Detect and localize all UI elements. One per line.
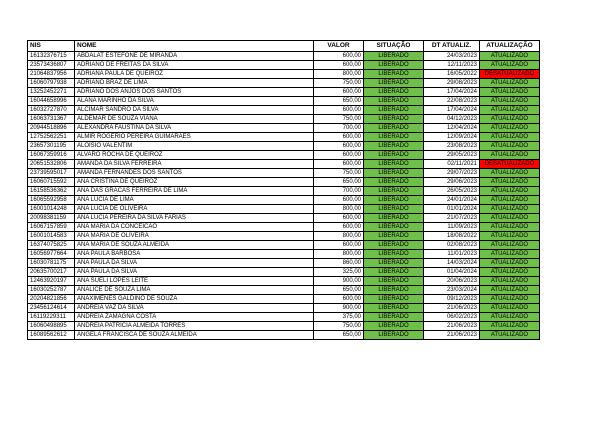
cell-nis: 20635700217 (28, 268, 75, 277)
header-row (28, 41, 540, 52)
header-dt-atualiz: DT ATUALIZ. (424, 41, 480, 52)
cell-nis: 16119229311 (28, 313, 75, 322)
cell-atualizacao: ATUALIZADO (480, 106, 540, 115)
table-row[interactable] (28, 259, 540, 268)
cell-situacao: LIBERADO (364, 241, 424, 250)
cell-atualizacao: ATUALIZADO (480, 286, 540, 295)
table-row[interactable] (28, 268, 540, 277)
cell-dt-atualiz: 14/03/2024 (424, 259, 480, 268)
table-row[interactable] (28, 61, 540, 70)
table-row[interactable] (28, 142, 540, 151)
cell-dt-atualiz: 11/09/2023 (424, 223, 480, 232)
cell-nis: 20098381159 (28, 214, 75, 223)
cell-valor: 325,00 (314, 268, 364, 277)
table-row[interactable] (28, 115, 540, 124)
cell-nome: ANALICE DE SOUZA LIMA (75, 286, 314, 295)
table-row[interactable] (28, 124, 540, 133)
table-row[interactable] (28, 304, 540, 313)
cell-valor: 900,00 (314, 277, 364, 286)
cell-atualizacao: ATUALIZADO (480, 223, 540, 232)
cell-dt-atualiz: 02/08/2023 (424, 241, 480, 250)
cell-nome: ANA PAULA DA SILVA (75, 268, 314, 277)
cell-atualizacao: DESATUALIZADO (480, 70, 540, 79)
cell-situacao: LIBERADO (364, 142, 424, 151)
cell-dt-atualiz: 01/01/2024 (424, 205, 480, 214)
cell-nome: ALDEMAR DE SOUZA VIANA (75, 115, 314, 124)
cell-nis: 16067157859 (28, 223, 75, 232)
table-row[interactable] (28, 52, 540, 61)
cell-situacao: LIBERADO (364, 97, 424, 106)
cell-atualizacao: ATUALIZADO (480, 295, 540, 304)
cell-nis: 16060498895 (28, 322, 75, 331)
cell-nome: ANA CRISTINA DE QUEIROZ (75, 178, 314, 187)
table-row[interactable] (28, 205, 540, 214)
cell-situacao: LIBERADO (364, 223, 424, 232)
cell-nome: ANA SUELI LOPES LEITE (75, 277, 314, 286)
cell-nis: 20944518896 (28, 124, 75, 133)
cell-dt-atualiz: 24/01/2024 (424, 196, 480, 205)
cell-nome: ANA LUCIA DE LIMA (75, 196, 314, 205)
cell-nis: 13252452271 (28, 88, 75, 97)
cell-dt-atualiz: 11/01/2023 (424, 250, 480, 259)
cell-dt-atualiz: 18/08/2022 (424, 232, 480, 241)
cell-valor: 750,00 (314, 115, 364, 124)
cell-nome: ANDREIA VAZ DA SILVA (75, 304, 314, 313)
cell-nome: ANA LUCIA PEREIRA DA SILVA FARIAS (75, 214, 314, 223)
cell-atualizacao: ATUALIZADO (480, 277, 540, 286)
cell-atualizacao: ATUALIZADO (480, 124, 540, 133)
cell-situacao: LIBERADO (364, 88, 424, 97)
cell-nis: 16063731367 (28, 115, 75, 124)
cell-valor: 600,00 (314, 295, 364, 304)
cell-nome: ADRIANO DE FREITAS DA SILVA (75, 61, 314, 70)
cell-situacao: LIBERADO (364, 151, 424, 160)
cell-valor: 650,00 (314, 286, 364, 295)
cell-atualizacao: ATUALIZADO (480, 142, 540, 151)
cell-nome: ANA MARIA DA CONCEICAO (75, 223, 314, 232)
cell-atualizacao: ATUALIZADO (480, 187, 540, 196)
cell-nome: ALOISIO VALENTIM (75, 142, 314, 151)
cell-nome: ADRIANO BRAZ DE LIMA (75, 79, 314, 88)
cell-nome: ANA DAS GRACAS FERREIRA DE LIMA (75, 187, 314, 196)
table-row[interactable] (28, 133, 540, 142)
cell-dt-atualiz: 12/04/2024 (424, 124, 480, 133)
cell-nome: ALANA MARINHO DA SILVA (75, 97, 314, 106)
cell-nis: 16044658996 (28, 97, 75, 106)
cell-situacao: LIBERADO (364, 115, 424, 124)
cell-situacao: LIBERADO (364, 205, 424, 214)
cell-valor: 600,00 (314, 106, 364, 115)
cell-nis: 16067359916 (28, 151, 75, 160)
cell-situacao: LIBERADO (364, 52, 424, 61)
cell-nome: ANA MARIA DE SOUZA ALMEIDA (75, 241, 314, 250)
cell-valor: 800,00 (314, 250, 364, 259)
cell-situacao: LIBERADO (364, 268, 424, 277)
cell-situacao: LIBERADO (364, 160, 424, 169)
cell-nis: 16056977664 (28, 250, 75, 259)
table-row[interactable] (28, 223, 540, 232)
cell-nome: ABDALAT ESTEFONE DE MIRANDA (75, 52, 314, 61)
cell-atualizacao: ATUALIZADO (480, 88, 540, 97)
cell-atualizacao: ATUALIZADO (480, 61, 540, 70)
cell-nis: 16001014583 (28, 232, 75, 241)
records-table (27, 40, 540, 340)
cell-nome: AMANDA FERNANDES DOS SANTOS (75, 169, 314, 178)
cell-nis: 16065592958 (28, 196, 75, 205)
cell-dt-atualiz: 06/02/2023 (424, 313, 480, 322)
cell-nome: ANA PAULA BARBOSA (75, 250, 314, 259)
cell-dt-atualiz: 12/11/2023 (424, 61, 480, 70)
header-atualizacao: ATUALIZAÇÃO (480, 41, 540, 52)
cell-dt-atualiz: 21/06/2023 (424, 322, 480, 331)
cell-nome: ANGELA FRANCISCA DE SOUZA ALMEIDA (75, 331, 314, 340)
cell-situacao: LIBERADO (364, 61, 424, 70)
cell-nis: 23657301195 (28, 142, 75, 151)
cell-nome: ALCIMAR SANDRO DA SILVA (75, 106, 314, 115)
cell-situacao: LIBERADO (364, 196, 424, 205)
cell-situacao: LIBERADO (364, 214, 424, 223)
cell-dt-atualiz: 04/12/2023 (424, 115, 480, 124)
cell-nome: ANDREIA PATRICIA ALMEIDA TORRES (75, 322, 314, 331)
cell-situacao: LIBERADO (364, 79, 424, 88)
table-row[interactable] (28, 160, 540, 169)
cell-atualizacao: ATUALIZADO (480, 313, 540, 322)
cell-nome: ALMIR ROGERIO PEREIRA GUIMARAES (75, 133, 314, 142)
table-row[interactable] (28, 88, 540, 97)
cell-situacao: LIBERADO (364, 250, 424, 259)
cell-valor: 650,00 (314, 97, 364, 106)
cell-valor: 800,00 (314, 232, 364, 241)
table-row[interactable] (28, 106, 540, 115)
table-row[interactable] (28, 313, 540, 322)
table-row[interactable] (28, 187, 540, 196)
table-row[interactable] (28, 322, 540, 331)
cell-atualizacao: ATUALIZADO (480, 322, 540, 331)
cell-valor: 600,00 (314, 196, 364, 205)
cell-dt-atualiz: 24/03/2023 (424, 52, 480, 61)
cell-situacao: LIBERADO (364, 178, 424, 187)
cell-dt-atualiz: 21/07/2023 (424, 214, 480, 223)
cell-situacao: LIBERADO (364, 304, 424, 313)
cell-valor: 750,00 (314, 322, 364, 331)
cell-valor: 800,00 (314, 70, 364, 79)
cell-nome: ANDREIA ZAMAGNA COSTA (75, 313, 314, 322)
cell-nis: 16060715592 (28, 178, 75, 187)
cell-valor: 600,00 (314, 241, 364, 250)
cell-atualizacao: ATUALIZADO (480, 97, 540, 106)
table-row[interactable] (28, 178, 540, 187)
cell-dt-atualiz: 02/11/2021 (424, 160, 480, 169)
header-situacao: SITUAÇÃO (364, 41, 424, 52)
cell-valor: 600,00 (314, 160, 364, 169)
table-row[interactable] (28, 196, 540, 205)
cell-valor: 600,00 (314, 88, 364, 97)
table-row[interactable] (28, 169, 540, 178)
cell-situacao: LIBERADO (364, 232, 424, 241)
cell-atualizacao: ATUALIZADO (480, 214, 540, 223)
cell-nome: ADRIANA PAULA DE QUEIROZ (75, 70, 314, 79)
cell-valor: 750,00 (314, 79, 364, 88)
table-row[interactable] (28, 286, 540, 295)
cell-situacao: LIBERADO (364, 322, 424, 331)
cell-valor: 700,00 (314, 124, 364, 133)
table-row[interactable] (28, 70, 540, 79)
cell-situacao: LIBERADO (364, 70, 424, 79)
cell-nis: 23456124614 (28, 304, 75, 313)
table-row[interactable] (28, 277, 540, 286)
cell-nis: 12752562251 (28, 133, 75, 142)
cell-nis: 16089562612 (28, 331, 75, 340)
cell-situacao: LIBERADO (364, 106, 424, 115)
cell-nome: ALVARO ROCHA DE QUEIROZ (75, 151, 314, 160)
cell-nis: 16030781175 (28, 259, 75, 268)
cell-situacao: LIBERADO (364, 277, 424, 286)
cell-valor: 800,00 (314, 205, 364, 214)
cell-atualizacao: ATUALIZADO (480, 232, 540, 241)
table-row[interactable] (28, 79, 540, 88)
cell-nis: 16132376715 (28, 52, 75, 61)
header-valor: VALOR (314, 41, 364, 52)
cell-valor: 600,00 (314, 52, 364, 61)
cell-valor: 600,00 (314, 214, 364, 223)
cell-nis: 16001014248 (28, 205, 75, 214)
cell-atualizacao: ATUALIZADO (480, 250, 540, 259)
cell-dt-atualiz: 21/06/2023 (424, 304, 480, 313)
header-nome: NOME (75, 41, 314, 52)
cell-dt-atualiz: 12/09/2024 (424, 133, 480, 142)
cell-valor: 650,00 (314, 331, 364, 340)
cell-atualizacao: ATUALIZADO (480, 196, 540, 205)
cell-atualizacao: ATUALIZADO (480, 151, 540, 160)
cell-dt-atualiz: 21/06/2023 (424, 331, 480, 340)
cell-nis: 12463920197 (28, 277, 75, 286)
table-row[interactable] (28, 97, 540, 106)
cell-situacao: LIBERADO (364, 259, 424, 268)
cell-nome: ANA MARIA DE OLIVEIRA (75, 232, 314, 241)
cell-atualizacao: ATUALIZADO (480, 304, 540, 313)
cell-nome: ADRIANO DOS ANJOS DOS SANTOS (75, 88, 314, 97)
cell-nis: 23573436807 (28, 61, 75, 70)
cell-situacao: LIBERADO (364, 169, 424, 178)
cell-situacao: LIBERADO (364, 124, 424, 133)
cell-dt-atualiz: 22/08/2023 (424, 97, 480, 106)
cell-nis: 20651532806 (28, 160, 75, 169)
cell-atualizacao: ATUALIZADO (480, 79, 540, 88)
cell-nis: 21064837956 (28, 70, 75, 79)
cell-nome: AMANDA DA SILVA FERREIRA (75, 160, 314, 169)
cell-dt-atualiz: 17/04/2024 (424, 88, 480, 97)
cell-nis: 16374075825 (28, 241, 75, 250)
cell-atualizacao: ATUALIZADO (480, 241, 540, 250)
cell-dt-atualiz: 17/04/2024 (424, 106, 480, 115)
cell-dt-atualiz: 20/06/2023 (424, 277, 480, 286)
cell-atualizacao: ATUALIZADO (480, 115, 540, 124)
cell-situacao: LIBERADO (364, 286, 424, 295)
cell-valor: 750,00 (314, 169, 364, 178)
cell-situacao: LIBERADO (364, 133, 424, 142)
cell-situacao: LIBERADO (364, 331, 424, 340)
table-row[interactable] (28, 151, 540, 160)
table-body (28, 52, 540, 340)
cell-valor: 600,00 (314, 151, 364, 160)
cell-nome: ANA PAULA DA SILVA (75, 259, 314, 268)
cell-valor: 860,00 (314, 259, 364, 268)
cell-nome: ALEXANDRA FAUSTINA DA SILVA (75, 124, 314, 133)
cell-atualizacao: DESATUALIZADO (480, 160, 540, 169)
cell-atualizacao: ATUALIZADO (480, 268, 540, 277)
cell-atualizacao: ATUALIZADO (480, 133, 540, 142)
cell-nis: 20204821856 (28, 295, 75, 304)
cell-valor: 700,00 (314, 187, 364, 196)
cell-valor: 650,00 (314, 178, 364, 187)
table-row[interactable] (28, 295, 540, 304)
table-row[interactable] (28, 214, 540, 223)
cell-nis: 16060797938 (28, 79, 75, 88)
cell-nis: 16032727870 (28, 106, 75, 115)
cell-dt-atualiz: 23/08/2023 (424, 142, 480, 151)
cell-valor: 900,00 (314, 304, 364, 313)
cell-valor: 375,00 (314, 313, 364, 322)
cell-nis: 16030252787 (28, 286, 75, 295)
table-row[interactable] (28, 250, 540, 259)
cell-atualizacao: ATUALIZADO (480, 331, 540, 340)
cell-situacao: LIBERADO (364, 313, 424, 322)
cell-dt-atualiz: 16/05/2022 (424, 70, 480, 79)
cell-valor: 600,00 (314, 223, 364, 232)
cell-dt-atualiz: 29/06/2023 (424, 178, 480, 187)
cell-atualizacao: ATUALIZADO (480, 205, 540, 214)
cell-situacao: LIBERADO (364, 187, 424, 196)
cell-atualizacao: ATUALIZADO (480, 259, 540, 268)
cell-dt-atualiz: 01/04/2024 (424, 268, 480, 277)
table-row[interactable] (28, 331, 540, 340)
cell-dt-atualiz: 26/05/2023 (424, 187, 480, 196)
cell-atualizacao: ATUALIZADO (480, 178, 540, 187)
cell-dt-atualiz: 29/07/2023 (424, 169, 480, 178)
table-row[interactable] (28, 232, 540, 241)
cell-nome: ANA LUCIA DE OLIVEIRA (75, 205, 314, 214)
cell-nis: 16158536362 (28, 187, 75, 196)
cell-dt-atualiz: 29/08/2023 (424, 79, 480, 88)
cell-valor: 600,00 (314, 61, 364, 70)
header-nis: NIS (28, 41, 75, 52)
cell-dt-atualiz: 29/05/2023 (424, 151, 480, 160)
cell-situacao: LIBERADO (364, 295, 424, 304)
cell-valor: 600,00 (314, 142, 364, 151)
cell-nome: ANAXIMENES GALDINO DE SOUZA (75, 295, 314, 304)
cell-atualizacao: ATUALIZADO (480, 52, 540, 61)
cell-dt-atualiz: 09/12/2023 (424, 295, 480, 304)
cell-dt-atualiz: 23/03/2024 (424, 286, 480, 295)
cell-atualizacao: ATUALIZADO (480, 169, 540, 178)
table-row[interactable] (28, 241, 540, 250)
cell-nis: 23739595017 (28, 169, 75, 178)
cell-valor: 600,00 (314, 133, 364, 142)
